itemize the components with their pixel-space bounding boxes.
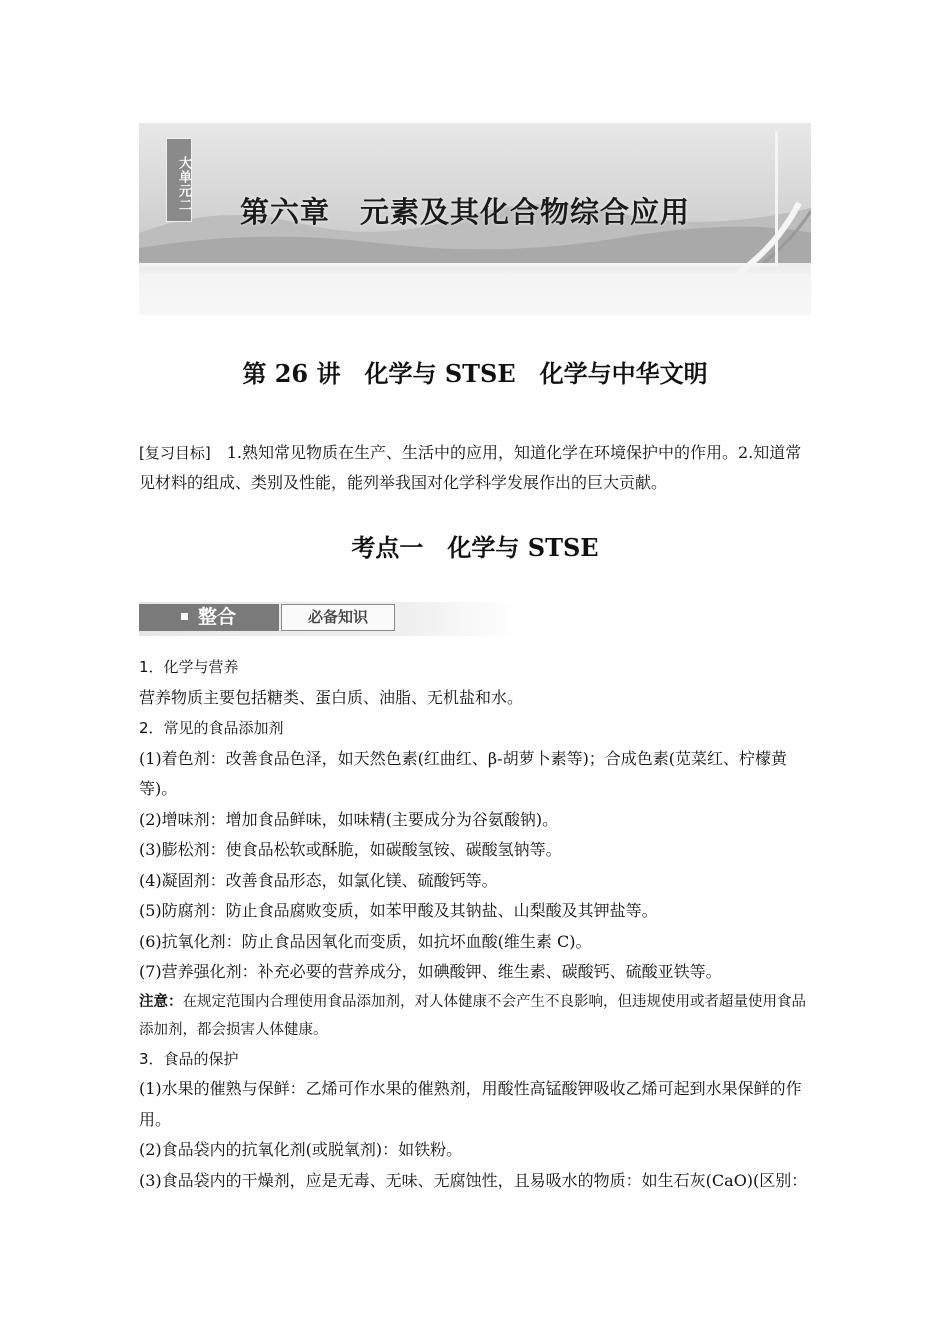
section-bar-light-label: 必备知识 [281,604,395,631]
list-item: (7)营养强化剂：补充必要的营养成分，如碘酸钾、维生素、碳酸钙、硫酸亚铁等。 [139,962,722,981]
section-bar [139,602,519,636]
lecture-title: 第 26 讲 化学与 STSE 化学与中华文明 [242,359,708,388]
list-item: (3)膨松剂：使食品松软或酥脆，如碳酸氢铵、碳酸氢钠等。 [139,840,562,859]
review-goals-text: 1.熟知常见物质在生产、生活中的应用，知道化学在环境保护中的作用。2.知道常见材料的组成、类别及性能，能列举我国对化学科学发展作出的巨大贡献。 [139,443,802,492]
list-item: (6)抗氧化剂：防止食品因氧化而变质，如抗坏血酸(维生素 C)。 [139,931,592,951]
banner-fade [139,263,811,315]
chapter-title: 第六章 元素及其化合物综合应用 [240,195,691,229]
list-item: (2)增味剂：增加食品鲜味，如味精(主要成分为谷氨酸钠)。 [139,809,559,829]
heading-food-protection: 3．食品的保护 [139,1049,239,1068]
unit-tag: 大单元二 [166,138,192,222]
list-item: (1)着色剂：改善食品色泽，如天然色素(红曲红、β-胡萝卜素等)；合成色素(苋菜红、柠檬黄等)。 [139,748,788,798]
list-item: (5)防腐剂：防止食品腐败变质，如苯甲酸及其钠盐、山梨酸及其钾盐等。 [139,901,658,920]
review-goals [139,438,813,498]
section-title: 考点一 化学与 STSE [351,533,599,562]
note-text: 在规定范围内合理使用食品添加剂，对人体健康不会产生不良影响，但违规使用或者超量使用食品添加剂，都会损害人体健康。 [139,993,806,1038]
list-item: (2)食品袋内的抗氧化剂(或脱氧剂)：如铁粉。 [139,1140,463,1159]
heading-food-additives: 2．常见的食品添加剂 [139,719,284,737]
list-item: (4)凝固剂：改善食品形态，如氯化镁、硫酸钙等。 [139,870,498,890]
heading-nutrition: 1．化学与营养 [139,658,239,676]
review-goals-tag: [复习目标] [139,444,211,462]
list-item: (1)水果的催熟与保鲜：乙烯可作水果的催熟剂，用酸性高锰酸钾吸收乙烯可起到水果保鲜的作用。 [139,1079,802,1129]
paragraph-nutrition: 营养物质主要包括糖类、蛋白质、油脂、无机盐和水。 [139,687,524,707]
note-paragraph [139,988,815,1044]
content-body [139,652,815,1196]
square-bullet-icon [181,613,188,620]
section-bar-dark-label: 整合 [198,606,237,628]
list-item: (3)食品袋内的干燥剂，应是无毒、无味、无腐蚀性，且易吸水的物质：如生石灰(CaO)(区别： [139,1170,808,1190]
section-bar-dark [139,604,279,631]
note-label: 注意： [139,993,183,1010]
